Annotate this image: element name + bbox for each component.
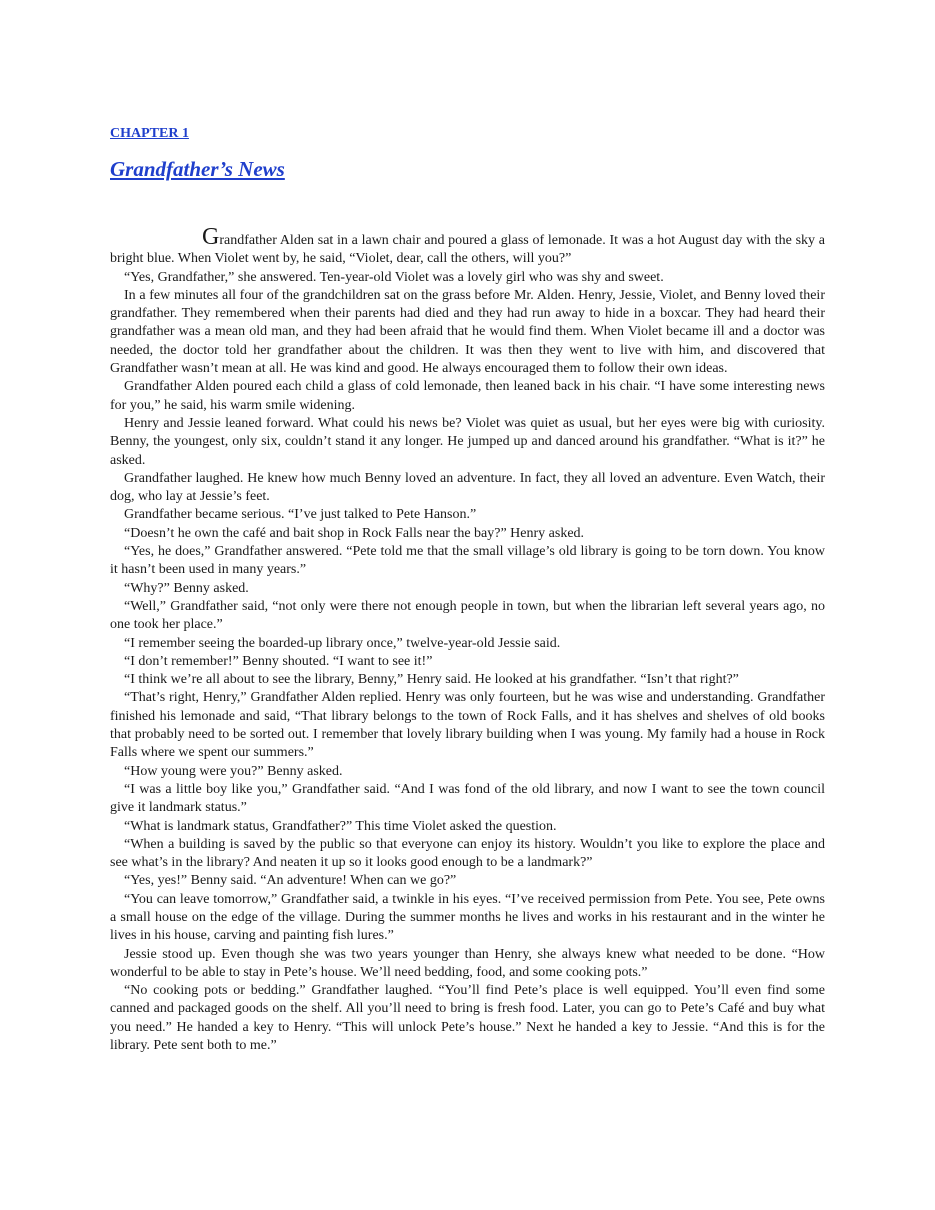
paragraph: “I remember seeing the boarded-up library once,” twelve-year-old Jessie said. <box>124 635 561 651</box>
paragraph: “How young were you?” Benny asked. <box>124 763 343 779</box>
paragraph-1-text: randfather Alden sat in a lawn chair and poured a glass of lemonade. It was a hot August day with the sky a bright blue. When Violet went by, he said, “Violet, dear, call the others, will you?” <box>110 233 825 267</box>
paragraph: “Yes, Grandfather,” she answered. Ten-year-old Violet was a lovely girl who was shy and sweet. <box>124 269 664 285</box>
paragraph: Grandfather became serious. “I’ve just talked to Pete Hanson.” <box>124 507 477 523</box>
paragraph: “Yes, he does,” Grandfather answered. “Pete told me that the small village’s old library is going to be torn down. You know it hasn’t been used in many years.” <box>110 544 825 578</box>
paragraph: “Yes, yes!” Benny said. “An adventure! When can we go?” <box>124 873 457 889</box>
paragraph: “Doesn’t he own the café and bait shop in Rock Falls near the bay?” Henry asked. <box>124 525 585 541</box>
paragraph: “You can leave tomorrow,” Grandfather said, a twinkle in his eyes. “I’ve received permission from Pete. You see, Pete owns a small house on the edge of the village. During the summer months he lives and works in his restaurant and in the winter he lives in his house, carving and painting fish lures.” <box>110 891 825 944</box>
paragraph: Grandfather laughed. He knew how much Benny loved an adventure. In fact, they all loved an adventure. Even Watch, their dog, who lay at Jessie’s feet. <box>110 470 825 505</box>
paragraph: “I think we’re all about to see the library, Benny,” Henry said. He looked at his grandfather. “Isn’t that right?” <box>124 672 739 688</box>
paragraph: “When a building is saved by the public so that everyone can enjoy its history. Wouldn’t you like to explore the place and see what’s in the library? And neaten it up so it looks good enough to be a landmark?” <box>110 836 825 871</box>
paragraph: Grandfather Alden poured each child a glass of cold lemonade, then leaned back in his chair. “I have some interesting news for you,” he said, his warm smile widening. <box>110 379 825 413</box>
chapter-number-link[interactable]: CHAPTER 1 <box>110 126 189 141</box>
paragraph: “I was a little boy like you,” Grandfather said. “And I was fond of the old library, and now I want to see the town council give it landmark status.” <box>110 781 825 816</box>
paragraph: “That’s right, Henry,” Grandfather Alden replied. Henry was only fourteen, but he was wise and understanding. Grandfather finished his lemonade and said, “That library belongs to the town of Rock Falls, and it has shelves and shelves of old books that probably need to be sorted out. I remember that lovely library building when I was young. My family had a house in Rock Falls where we spent our summers.” <box>110 690 825 761</box>
paragraph-1 <box>110 224 825 269</box>
paragraph: “I don’t remember!” Benny shouted. “I want to see it!” <box>124 653 433 669</box>
paragraph: Jessie stood up. Even though she was two years younger than Henry, she always knew what needed to be done. “How wonderful to be able to stay in Pete’s house. We’ll need bedding, food, and some cooking pots.” <box>110 946 825 980</box>
paragraph: In a few minutes all four of the grandchildren sat on the grass before Mr. Alden. Henry, Jessie, Violet, and Benny loved their grandfather. They remembered when their parents had died and they had run away to hide in a boxcar. They had heard their grandfather was a mean old man, and they had been afraid that he would find them. When Violet became ill and a doctor was needed, the doctor told her grandfather about the children. It was then they went to live with him, and discovered that Grandfather wasn’t mean at all. He was kind and good. He always encouraged them to follow their own ideas. <box>110 287 825 377</box>
paragraph: “No cooking pots or bedding.” Grandfather laughed. “You’ll find Pete’s place is well equipped. You’ll even find some canned and packaged goods on the shelf. All you’ll need to bring is fresh food. Later, you can go to Pete’s Café and buy what you need.” He handed a key to Henry. “This will unlock Pete’s house.” Next he handed a key to Jessie. “And this is for the library. Pete sent both to me.” <box>110 983 825 1054</box>
paragraph: “Well,” Grandfather said, “not only were there not enough people in town, but when the librarian left several years ago, no one took her place.” <box>110 598 825 633</box>
drop-cap: G <box>202 224 220 250</box>
paragraph: “What is landmark status, Grandfather?” This time Violet asked the question. <box>124 818 557 834</box>
story-text <box>110 224 825 1055</box>
paragraph: “Why?” Benny asked. <box>124 580 249 596</box>
paragraph: Henry and Jessie leaned forward. What could his news be? Violet was quiet as usual, but her eyes were big with curiosity. Benny, the youngest, only six, couldn’t stand it any longer. He jumped up and danced around his grandfather. “What is it?” he asked. <box>110 415 825 468</box>
chapter-title-link[interactable]: Grandfather’s News <box>110 157 285 181</box>
